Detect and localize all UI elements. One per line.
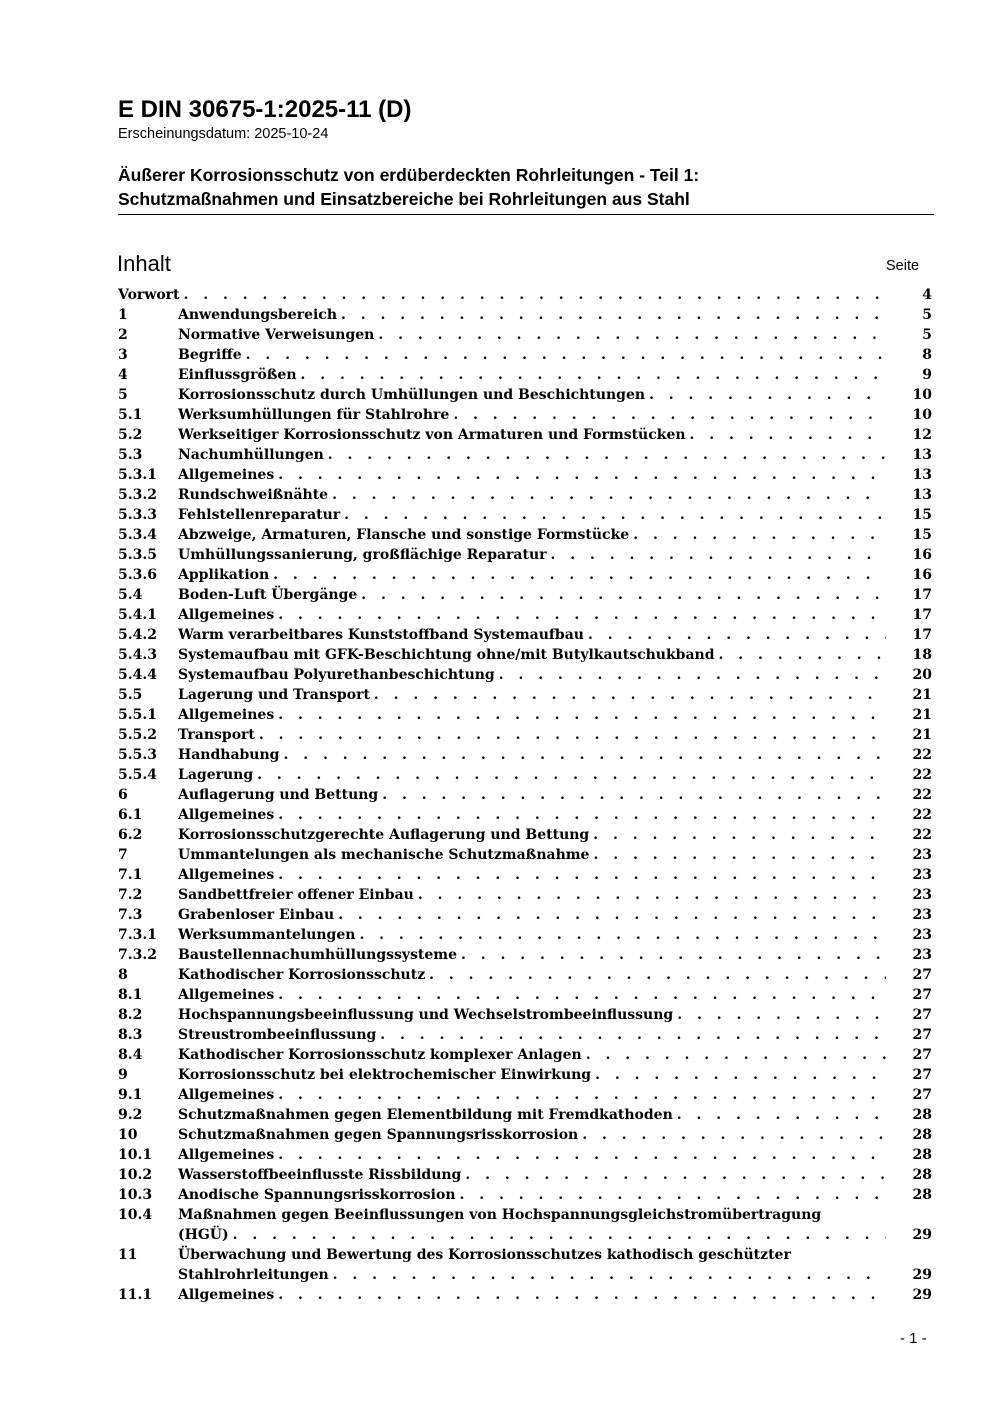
toc-entry-title: Vorwort . . .	[118, 285, 886, 305]
toc-entry-title: Allgemeines . . .	[178, 465, 886, 485]
document-title-line-2: Schutzmaßnahmen und Einsatzbereiche bei Rohrleitungen aus Stahl	[118, 189, 690, 209]
toc-entry-page: 13	[912, 447, 932, 463]
toc-entry-title: Systemaufbau Polyurethanbeschichtung . . .	[178, 665, 886, 685]
toc-entry[interactable]	[118, 625, 932, 645]
toc-entry-page: 13	[912, 467, 932, 483]
toc-entry-number: 9.2	[118, 1107, 143, 1123]
toc-entry[interactable]	[118, 1065, 932, 1085]
toc-entry-page: 23	[912, 947, 932, 963]
toc-entry-title: Auflagerung und Bettung . . .	[178, 785, 886, 805]
toc-entry-number: 11.1	[118, 1287, 153, 1303]
toc-entry-title: Allgemeines . . .	[178, 1085, 886, 1105]
toc-entry-page: 15	[912, 507, 932, 523]
toc-entry[interactable]	[118, 1185, 932, 1205]
toc-entry-page: 27	[912, 1007, 932, 1023]
toc-leader-dots	[677, 1105, 886, 1125]
toc-leader-dots	[690, 425, 886, 445]
toc-entry-title: Allgemeines . . .	[178, 805, 886, 825]
toc-leader-dots	[582, 1125, 886, 1145]
toc-entry-page: 8	[922, 347, 932, 363]
toc-entry-page: 27	[912, 1067, 932, 1083]
toc-entry-number: 7.3.1	[118, 927, 157, 943]
toc-leader-dots	[273, 565, 886, 585]
document-title	[118, 163, 934, 215]
toc-entry-title: Umhüllungssanierung, großflächige Reparatur . . .	[178, 545, 886, 565]
toc-entry[interactable]	[118, 645, 932, 665]
toc-entry[interactable]	[118, 825, 932, 845]
toc-entry-number: 1	[118, 307, 128, 323]
toc-leader-dots	[588, 625, 886, 645]
toc-entry-page: 17	[912, 607, 932, 623]
toc-entry[interactable]	[118, 945, 932, 965]
toc-entry[interactable]	[118, 685, 932, 705]
toc-entry-title: Werkseitiger Korrosionsschutz von Armaturen und Formstücken . . .	[178, 425, 886, 445]
toc-entry-page: 5	[922, 327, 932, 343]
toc-entry-page: 21	[912, 707, 932, 723]
toc-entry[interactable]	[118, 725, 932, 745]
toc-entry-title: Ummantelungen als mechanische Schutzmaßnahme . . .	[178, 845, 886, 865]
toc-entry-number: 8	[118, 967, 128, 983]
toc-entry-page: 22	[912, 807, 932, 823]
toc-leader-dots	[278, 465, 886, 485]
toc-entry[interactable]	[118, 425, 932, 445]
toc-entry-page: 17	[912, 587, 932, 603]
toc-leader-dots	[380, 1025, 886, 1045]
toc-entry-page: 28	[912, 1147, 932, 1163]
toc-entry[interactable]	[118, 1105, 932, 1125]
toc-entry-title: Kathodischer Korrosionsschutz komplexer Anlagen . . .	[178, 1045, 886, 1065]
toc-entry-number: 8.4	[118, 1047, 143, 1063]
toc-entry-page: 18	[912, 647, 932, 663]
toc-entry[interactable]	[118, 485, 932, 505]
toc-entry-title: Kathodischer Korrosionsschutz . . .	[178, 965, 886, 985]
toc-leader-dots	[283, 745, 886, 765]
toc-entry-page: 22	[912, 787, 932, 803]
toc-entry-page: 23	[912, 847, 932, 863]
toc-page-column-label: Seite	[886, 258, 920, 274]
toc-leader-dots	[453, 405, 886, 425]
toc-entry-page: 5	[922, 307, 932, 323]
toc-entry-title: Begriffe . . .	[178, 345, 886, 365]
toc-leader-dots	[593, 825, 886, 845]
toc-entry[interactable]	[118, 1245, 932, 1265]
toc-entry-page: 28	[912, 1187, 932, 1203]
toc-entry-title: Wasserstoffbeeinflusste Rissbildung . . .	[178, 1165, 886, 1185]
toc-entry-number: 10.1	[118, 1147, 153, 1163]
toc-entry[interactable]	[118, 1045, 932, 1065]
toc-entry-page: 12	[912, 427, 932, 443]
toc-entry-number: 8.2	[118, 1007, 143, 1023]
toc-entry-title: Warm verarbeitbares Kunststoffband Systemaufbau . . .	[178, 625, 886, 645]
toc-entry-list	[118, 285, 932, 1205]
toc-entry-page: 10	[912, 387, 932, 403]
toc-entry-page: 27	[912, 1047, 932, 1063]
toc-leader-dots	[328, 445, 886, 465]
toc-entry-page: 16	[912, 547, 932, 563]
toc-entry-title: Allgemeines . . .	[178, 865, 886, 885]
toc-entry[interactable]	[118, 665, 932, 685]
toc-entry-page: 22	[912, 747, 932, 763]
toc-entry-title: Korrosionsschutzgerechte Auflagerung und Bettung . . .	[178, 825, 886, 845]
toc-leader-dots	[278, 705, 886, 725]
toc-entry-page: 16	[912, 567, 932, 583]
toc-entry-page: 13	[912, 487, 932, 503]
toc-entry-number: 5.5.1	[118, 707, 157, 723]
toc-entry[interactable]	[118, 745, 932, 765]
toc-entry-title: Nachumhüllungen . . .	[178, 445, 886, 465]
toc-entry-page: 4	[922, 287, 932, 303]
toc-entry-number: 10.3	[118, 1187, 153, 1203]
toc-entry-title: Sandbettfreier offener Einbau . . .	[178, 885, 886, 905]
toc-entry-title-continued: (HGÜ) . . .	[178, 1225, 886, 1245]
toc-entry[interactable]	[118, 885, 932, 905]
toc-entry-number: 5.3.6	[118, 567, 157, 583]
toc-entry-number: 5.4.2	[118, 627, 157, 643]
toc-leader-dots	[278, 1285, 886, 1305]
toc-entry-title: Baustellennachumhüllungssysteme . . .	[178, 945, 886, 965]
toc-entry-page: 15	[912, 527, 932, 543]
toc-entry-number: 5.3	[118, 447, 143, 463]
toc-leader-dots	[233, 1225, 886, 1245]
table-of-contents	[118, 285, 932, 1305]
toc-entry-number: 7.2	[118, 887, 143, 903]
toc-entry-title: Boden-Luft Übergänge . . .	[178, 585, 886, 605]
toc-leader-dots	[246, 345, 886, 365]
toc-leader-dots	[333, 1265, 886, 1285]
toc-entry[interactable]	[118, 765, 932, 785]
toc-entry-number: 7	[118, 847, 128, 863]
toc-entry-continuation[interactable]	[118, 1225, 932, 1245]
toc-leader-dots	[460, 1185, 886, 1205]
toc-entry-title: Werksummantelungen . . .	[178, 925, 886, 945]
toc-entry-page: 17	[912, 627, 932, 643]
toc-entry[interactable]	[118, 605, 932, 625]
toc-heading: Inhalt	[117, 251, 171, 276]
toc-entry-page: 21	[912, 727, 932, 743]
toc-entry-continuation[interactable]	[118, 1265, 932, 1285]
toc-entry-number: 5.2	[118, 427, 143, 443]
toc-leader-dots	[551, 545, 886, 565]
toc-leader-dots	[593, 845, 886, 865]
toc-entry-title: Allgemeines . . .	[178, 1285, 886, 1305]
toc-entry-title: Schutzmaßnahmen gegen Spannungsrisskorrosion . . .	[178, 1125, 886, 1145]
toc-entry[interactable]	[118, 1205, 932, 1225]
toc-entry-title: Maßnahmen gegen Beeinflussungen von Hochspannungsgleichstromübertragung	[178, 1207, 822, 1223]
toc-entry-number: 2	[118, 327, 128, 343]
toc-leader-dots	[461, 945, 886, 965]
toc-leader-dots	[359, 925, 886, 945]
toc-entry-page: 10	[912, 407, 932, 423]
toc-entry[interactable]	[118, 1085, 932, 1105]
toc-entry-title: Systemaufbau mit GFK-Beschichtung ohne/mit Butylkautschukband . . .	[178, 645, 886, 665]
toc-entry[interactable]	[118, 365, 932, 385]
toc-entry-number: 5.5	[118, 687, 143, 703]
toc-entry[interactable]	[118, 525, 932, 545]
toc-leader-dots	[595, 1065, 886, 1085]
toc-entry-number: 9.1	[118, 1087, 143, 1103]
toc-leader-dots	[374, 685, 886, 705]
toc-entry-number: 8.1	[118, 987, 143, 1003]
toc-entry-number: 5.4	[118, 587, 143, 603]
toc-entry-title: Normative Verweisungen . . .	[178, 325, 886, 345]
toc-leader-dots	[633, 525, 886, 545]
toc-entry-title: Transport . . .	[178, 725, 886, 745]
toc-leader-dots	[278, 865, 886, 885]
toc-entry-page: 22	[912, 767, 932, 783]
toc-entry-number: 10.2	[118, 1167, 153, 1183]
toc-entry-number: 6	[118, 787, 128, 803]
toc-entry-number: 8.3	[118, 1027, 143, 1043]
toc-entry[interactable]	[118, 1005, 932, 1025]
toc-entry[interactable]	[118, 585, 932, 605]
toc-entry-title: Abzweige, Armaturen, Flansche und sonstige Formstücke . . .	[178, 525, 886, 545]
toc-entry[interactable]	[118, 925, 932, 945]
toc-entry[interactable]	[118, 965, 932, 985]
toc-entry-title: Anodische Spannungsrisskorrosion . . .	[178, 1185, 886, 1205]
toc-leader-dots	[338, 905, 886, 925]
toc-leader-dots	[259, 725, 886, 745]
publication-date: Erscheinungsdatum: 2025-10-24	[118, 126, 329, 142]
toc-entry-page: 23	[912, 907, 932, 923]
toc-leader-dots	[586, 1045, 886, 1065]
toc-entry[interactable]	[118, 565, 932, 585]
toc-entry[interactable]	[118, 1025, 932, 1045]
toc-entry-page: 29	[912, 1227, 932, 1243]
toc-entry[interactable]	[118, 305, 932, 325]
toc-entry-title: Überwachung und Bewertung des Korrosionsschutzes kathodisch geschützter	[178, 1247, 791, 1263]
toc-entry[interactable]	[118, 1165, 932, 1185]
toc-leader-dots	[418, 885, 886, 905]
toc-entry[interactable]	[118, 285, 932, 305]
toc-entry-number: 5.4.3	[118, 647, 157, 663]
toc-entry[interactable]	[118, 505, 932, 525]
toc-entry-number: 5.3.4	[118, 527, 157, 543]
toc-leader-dots	[278, 985, 886, 1005]
toc-entry-title: Einflussgrößen . . .	[178, 365, 886, 385]
toc-entry-title: Allgemeines . . .	[178, 705, 886, 725]
toc-leader-dots	[378, 325, 886, 345]
toc-entry[interactable]	[118, 545, 932, 565]
toc-entry-number: 11	[118, 1247, 138, 1263]
toc-entry-title: Rundschweißnähte . . .	[178, 485, 886, 505]
toc-entry-number: 7.3	[118, 907, 143, 923]
toc-entry-title: Anwendungsbereich . . .	[178, 305, 886, 325]
toc-entry-number: 7.1	[118, 867, 143, 883]
toc-entry-page: 29	[912, 1267, 932, 1283]
toc-leader-dots	[301, 365, 886, 385]
toc-leader-dots	[341, 305, 886, 325]
toc-entry-title: Fehlstellenreparatur . . .	[178, 505, 886, 525]
toc-entry-page: 27	[912, 987, 932, 1003]
toc-entry[interactable]	[118, 325, 932, 345]
toc-entry-title: Allgemeines . . .	[178, 985, 886, 1005]
toc-entry[interactable]	[118, 785, 932, 805]
toc-entry-page: 27	[912, 1027, 932, 1043]
toc-leader-dots	[499, 665, 886, 685]
toc-entry-number: 6.2	[118, 827, 143, 843]
toc-leader-dots	[465, 1165, 886, 1185]
toc-entry-title: Applikation . . .	[178, 565, 886, 585]
toc-entry-number: 10.4	[118, 1207, 153, 1223]
toc-entry-number: 9	[118, 1067, 128, 1083]
toc-entry[interactable]	[118, 805, 932, 825]
toc-entry-page: 21	[912, 687, 932, 703]
toc-entry-page: 28	[912, 1167, 932, 1183]
document-id: E DIN 30675-1:2025-11 (D)	[118, 96, 412, 123]
toc-entry[interactable]	[118, 705, 932, 725]
toc-leader-dots	[278, 1085, 886, 1105]
toc-leader-dots	[344, 505, 886, 525]
toc-leader-dots	[257, 765, 886, 785]
toc-entry[interactable]	[118, 385, 932, 405]
toc-entry-page: 29	[912, 1287, 932, 1303]
toc-entry-title: Grabenloser Einbau . . .	[178, 905, 886, 925]
toc-leader-dots	[278, 605, 886, 625]
toc-entry-title: Allgemeines . . .	[178, 605, 886, 625]
toc-entry-page: 23	[912, 887, 932, 903]
toc-entry-title: Korrosionsschutz durch Umhüllungen und Beschichtungen . . .	[178, 385, 886, 405]
page-number: - 1 -	[900, 1330, 927, 1347]
toc-entry-page: 28	[912, 1107, 932, 1123]
toc-entry-page: 22	[912, 827, 932, 843]
toc-entry[interactable]	[118, 405, 932, 425]
toc-leader-dots	[382, 785, 886, 805]
toc-entry-number: 10	[118, 1127, 138, 1143]
toc-entry-title: Werksumhüllungen für Stahlrohre . . .	[178, 405, 886, 425]
toc-entry[interactable]	[118, 1145, 932, 1165]
toc-entry-page: 23	[912, 867, 932, 883]
toc-entry-number: 5.5.4	[118, 767, 157, 783]
toc-entry-number: 5.5.3	[118, 747, 157, 763]
toc-leader-dots	[719, 645, 887, 665]
toc-entry[interactable]	[118, 1125, 932, 1145]
toc-leader-dots	[361, 585, 886, 605]
toc-leader-dots	[332, 485, 886, 505]
toc-entry-title: Streustrombeeinflussung . . .	[178, 1025, 886, 1045]
toc-entry-page: 23	[912, 927, 932, 943]
toc-entry-title: Hochspannungsbeeinflussung und Wechselstrombeeinflussung . . .	[178, 1005, 886, 1025]
toc-entry-page: 9	[922, 367, 932, 383]
toc-entry-page: 27	[912, 967, 932, 983]
toc-entry-number: 4	[118, 367, 128, 383]
toc-entry-page: 20	[912, 667, 932, 683]
toc-entry[interactable]	[118, 865, 932, 885]
toc-entry[interactable]	[118, 845, 932, 865]
toc-entry-number: 5.1	[118, 407, 143, 423]
toc-leader-dots	[429, 965, 886, 985]
toc-entry[interactable]	[118, 465, 932, 485]
toc-entry-title: Handhabung . . .	[178, 745, 886, 765]
toc-entry[interactable]	[118, 445, 932, 465]
toc-leader-dots	[278, 805, 886, 825]
toc-leader-dots	[649, 385, 886, 405]
toc-entry-number: 5.4.4	[118, 667, 157, 683]
toc-entry-number: 3	[118, 347, 128, 363]
toc-leader-dots	[184, 285, 886, 305]
toc-entry-title-continued: Stahlrohrleitungen . . .	[178, 1265, 886, 1285]
toc-leader-dots	[278, 1145, 886, 1165]
toc-entry-page: 27	[912, 1087, 932, 1103]
toc-entry-number: 5.5.2	[118, 727, 157, 743]
toc-entry-number: 5.3.5	[118, 547, 157, 563]
toc-entry[interactable]	[118, 1285, 932, 1305]
toc-entry-number: 6.1	[118, 807, 143, 823]
toc-entry-title: Lagerung . . .	[178, 765, 886, 785]
toc-leader-dots	[677, 1005, 886, 1025]
toc-entry-title: Korrosionsschutz bei elektrochemischer Einwirkung . . .	[178, 1065, 886, 1085]
toc-entry[interactable]	[118, 985, 932, 1005]
toc-entry-title: Schutzmaßnahmen gegen Elementbildung mit Fremdkathoden . . .	[178, 1105, 886, 1125]
toc-entry-title: Allgemeines . . .	[178, 1145, 886, 1165]
toc-entry-page: 28	[912, 1127, 932, 1143]
toc-entry-number: 5	[118, 387, 128, 403]
toc-entry-number: 5.3.3	[118, 507, 157, 523]
toc-entry-title: Lagerung und Transport . . .	[178, 685, 886, 705]
toc-entry-number: 5.3.2	[118, 487, 157, 503]
toc-entry[interactable]	[118, 905, 932, 925]
toc-entry-number: 5.4.1	[118, 607, 157, 623]
toc-entry[interactable]	[118, 345, 932, 365]
toc-entry-number: 7.3.2	[118, 947, 157, 963]
toc-entry-number: 5.3.1	[118, 467, 157, 483]
document-title-line-1: Äußerer Korrosionsschutz von erdüberdeckten Rohrleitungen - Teil 1:	[118, 165, 700, 185]
